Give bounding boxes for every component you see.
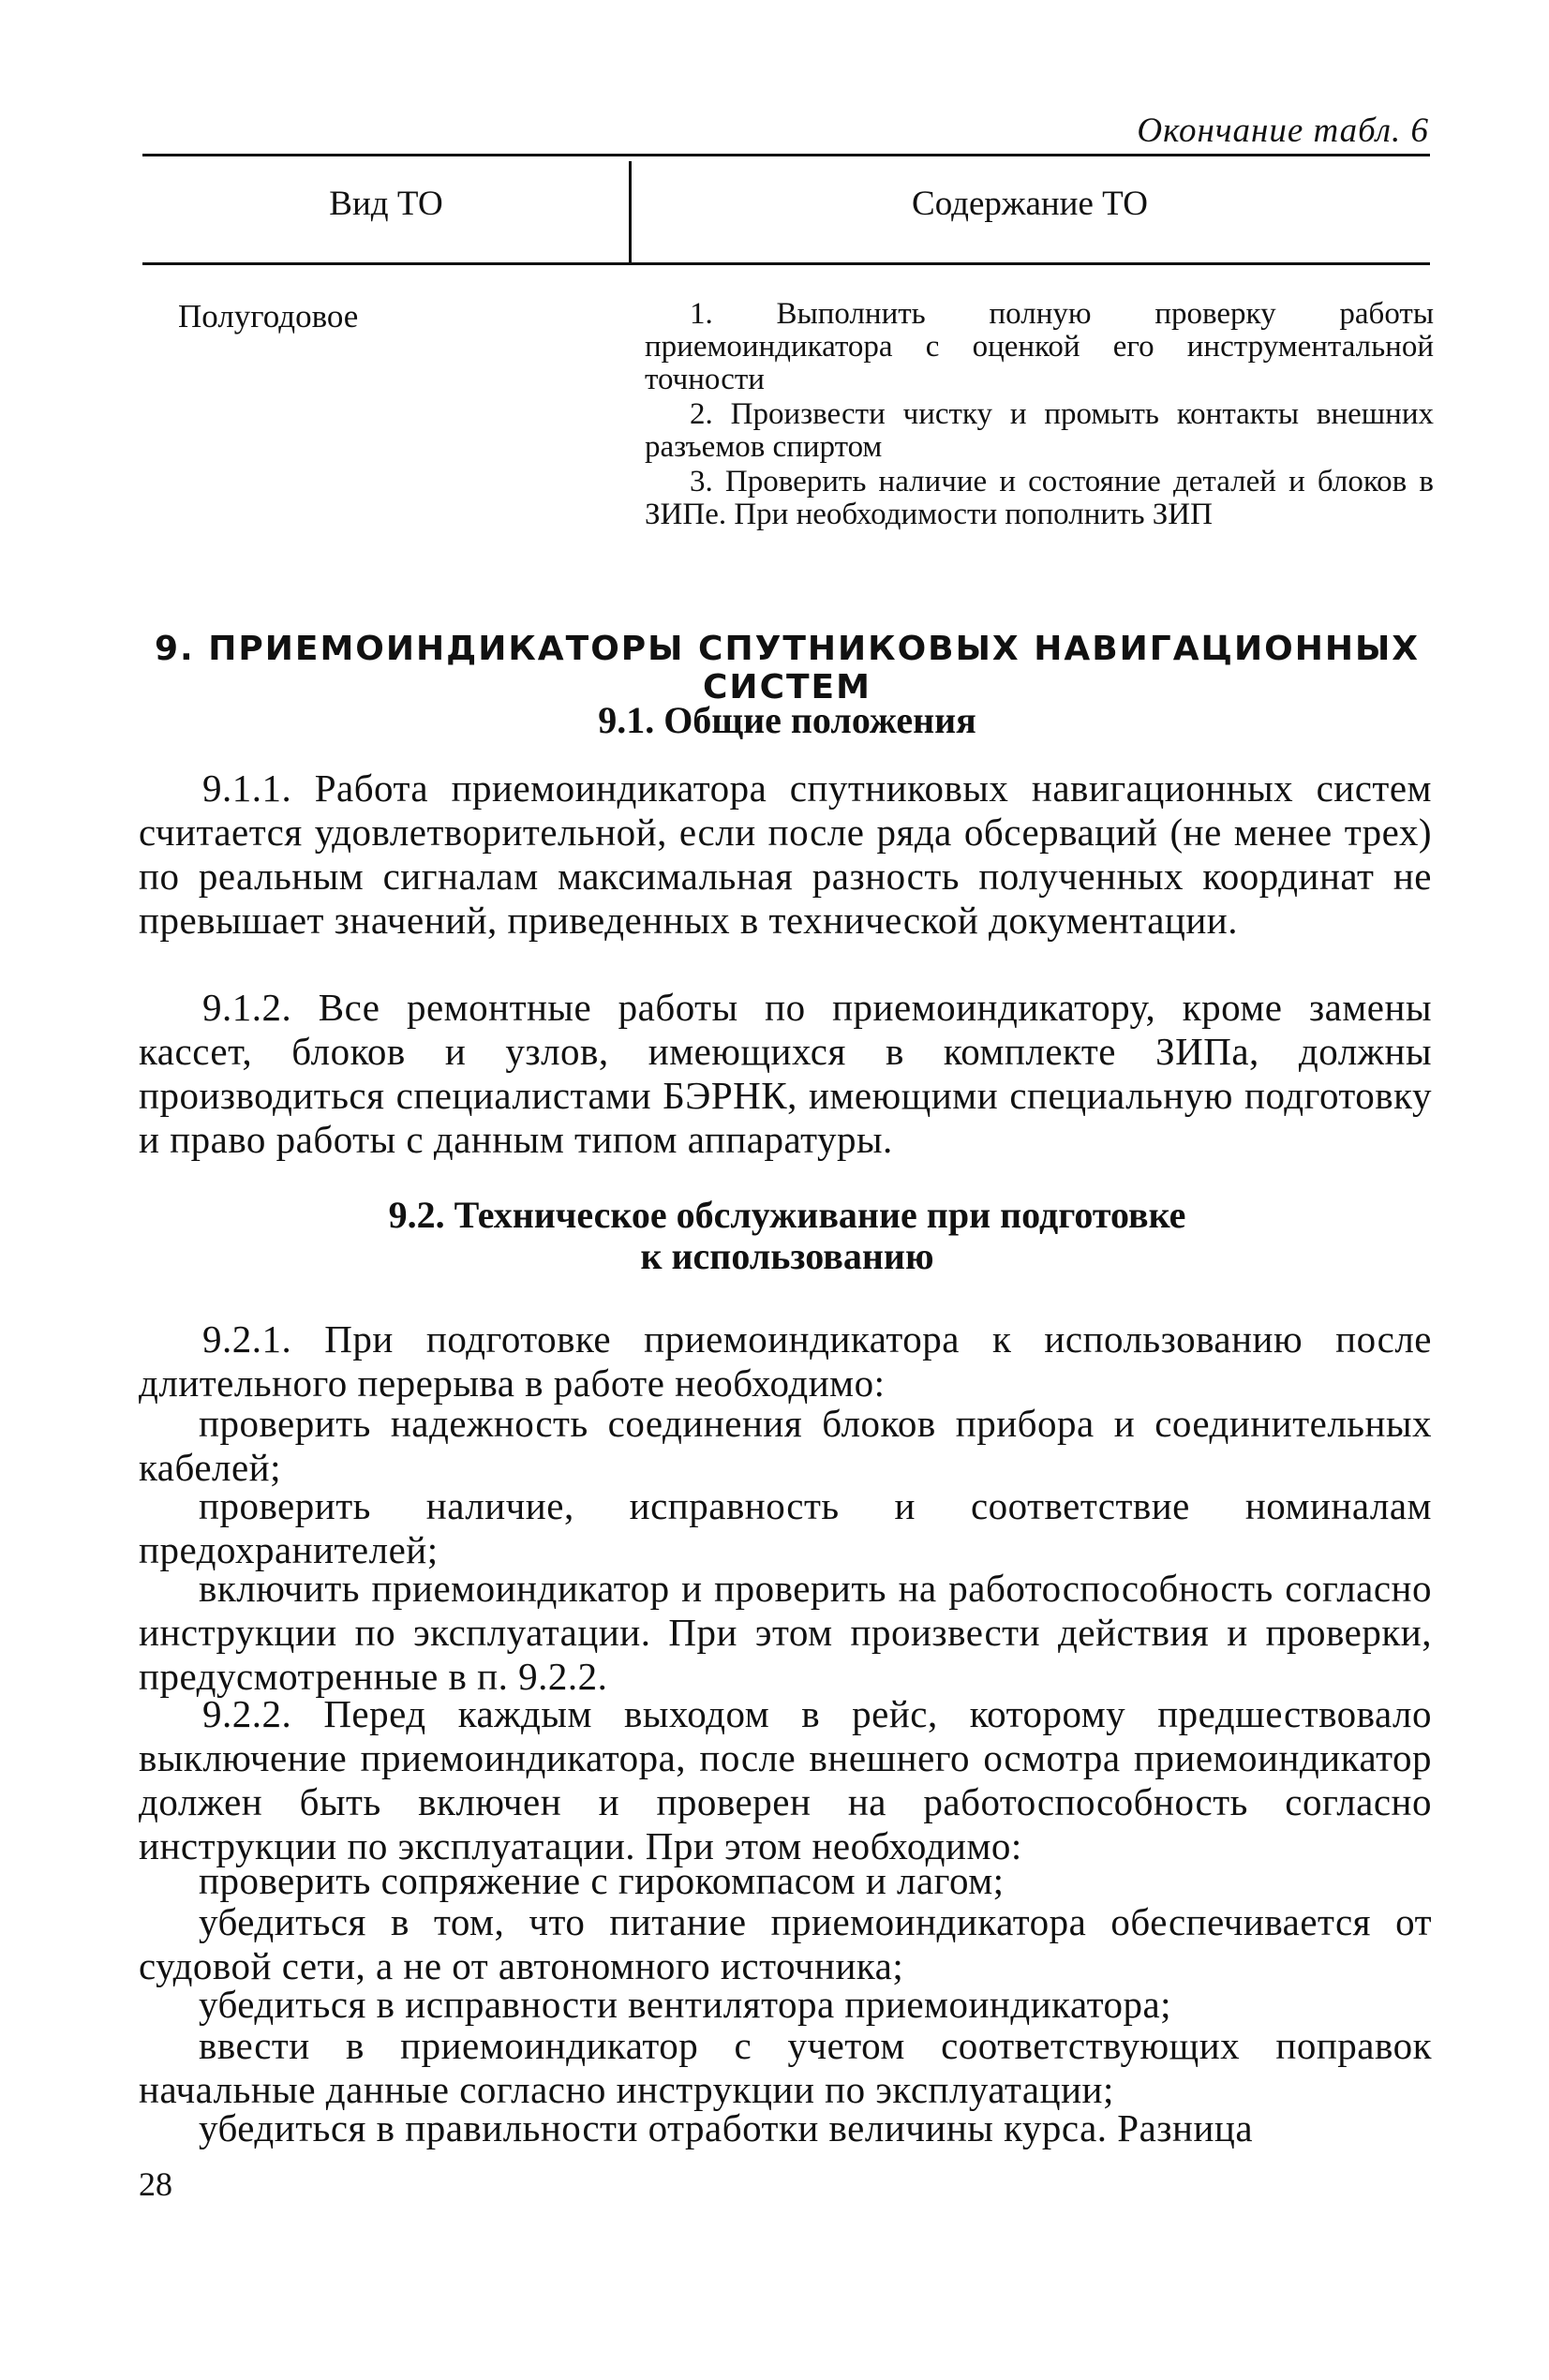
table-header-content: Содержание ТО [912,185,1148,223]
page-number: 28 [139,2165,172,2203]
list-item: проверить сопряжение с гирокомпасом и лагом; [199,1859,1005,1902]
table-top-rule [142,154,1430,156]
list-item: включить приемоиндикатор и проверить на работоспособность согласно инструкции по эксплуатации. При этом произвести действия и проверки, предусмотренные в п. 9.2.2. [139,1567,1432,1698]
subsection-title-9-2-line1: 9.2. Техническое обслуживание при подготовке [388,1194,1186,1236]
table-caption: Окончание табл. 6 [1137,112,1429,150]
section-title: 9. ПРИЕМОИНДИКАТОРЫ СПУТНИКОВЫХ НАВИГАЦИОННЫХ СИСТЕМ [154,630,1421,707]
list-item: проверить надежность соединения блоков прибора и соединительных кабелей; [139,1402,1432,1489]
list-item: проверить наличие, исправность и соответствие номиналам предохранителей; [139,1484,1432,1571]
table-row-type: Полугодовое [178,298,359,335]
list-item: убедиться в правильности отработки величины курса. Разница [199,2106,1254,2149]
list-item: ввести в приемоиндикатор с учетом соответствующих поправок начальные данные согласно инструкции по эксплуатации; [139,2024,1432,2111]
table-row-item: 3. Проверить наличие и состояние деталей и блоков в ЗИПе. При необходимости пополнить ЗИП [645,465,1434,531]
table-row-item: 2. Произвести чистку и промыть контакты внешних разъемов спиртом [645,397,1434,464]
paragraph-9-2-1: 9.2.1. При подготовке приемоиндикатора к использованию после длительного перерыва в работе необходимо: [139,1317,1432,1405]
list-item: убедиться в том, что питание приемоиндикатора обеспечивается от судовой сети, а не от автономного источника; [139,1900,1432,1987]
paragraph-9-1-1: 9.1.1. Работа приемоиндикатора спутниковых навигационных систем считается удовлетворительной, если после ряда обсерваций (не менее трех) по реальным сигналам максимальная разность полученных координат не превышает значений, приведенных в технической документации. [139,766,1432,942]
table-row-item: 1. Выполнить полную проверку работы приемоиндикатора с оценкой его инструментальной точности [645,297,1434,396]
list-item: убедиться в исправности вентилятора приемоиндикатора; [199,1983,1172,2026]
paragraph-9-1-2: 9.1.2. Все ремонтные работы по приемоиндикатору, кроме замены кассет, блоков и узлов, имеющихся в комплекте ЗИПа, должны производиться специалистами БЭРНК, имеющими специальную подготовку и право работы с данным типом аппаратуры. [139,986,1432,1161]
paragraph-9-2-2: 9.2.2. Перед каждым выходом в рейс, которому предшествовало выключение приемоиндикатора, после внешнего осмотра приемоиндикатор должен быть включен и проверен на работоспособность согласно инструкции по эксплуатации. При этом необходимо: [139,1692,1432,1867]
subsection-title-9-2-line2: к использованию [640,1235,934,1277]
table-header-type: Вид ТО [329,185,443,223]
table-header-rule [142,262,1430,265]
subsection-title-9-1: 9.1. Общие положения [598,699,976,741]
table-row-content [645,298,1434,533]
